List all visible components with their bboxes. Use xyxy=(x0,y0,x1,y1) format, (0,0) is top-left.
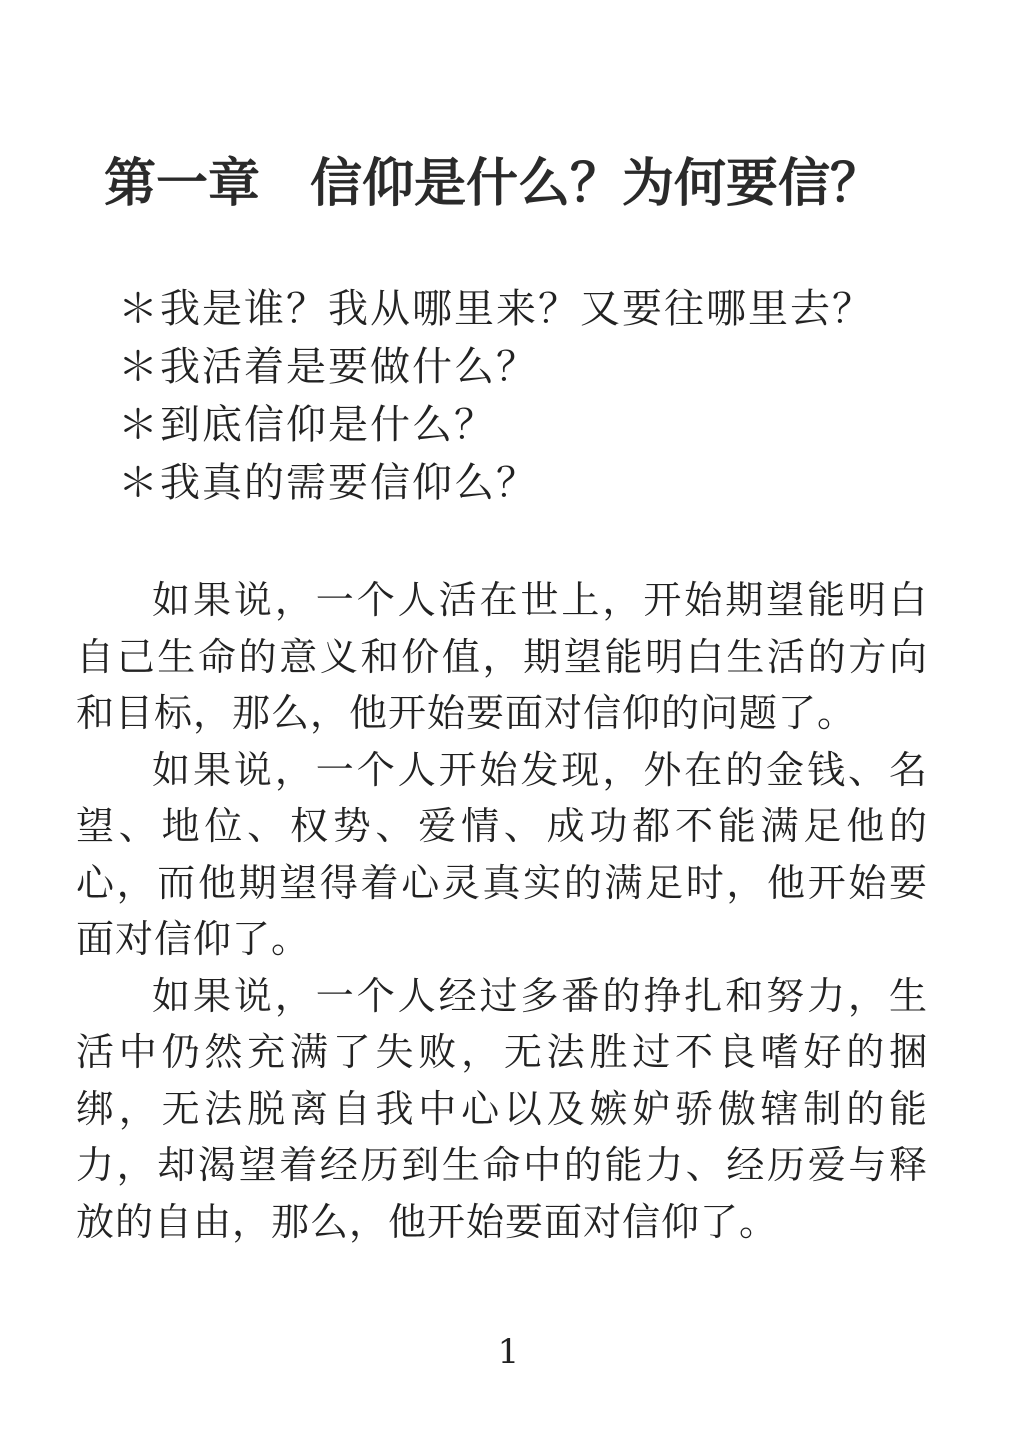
asterisk-bullet: ＊ xyxy=(118,286,160,332)
question-text: 到底信仰是什么？ xyxy=(160,402,496,448)
page-number: 1 xyxy=(497,1332,520,1372)
question-text: 我活着是要做什么？ xyxy=(160,344,538,390)
paragraph: 如果说，一个人活在世上，开始期望能明白自己生命的意义和价值，期望能明白生活的方向和目标，那么，他开始要面对信仰的问题了。 xyxy=(76,578,928,735)
chapter-heading: 信仰是什么？为何要信？ xyxy=(310,154,883,214)
paragraph: 如果说，一个人开始发现，外在的金钱、名望、地位、权势、爱情、成功都不能满足他的心，而他期望得着心灵真实的满足时，他开始要面对信仰了。 xyxy=(76,747,928,961)
chapter-title xyxy=(104,152,984,216)
paragraph: 如果说，一个人经过多番的挣扎和努力，生活中仍然充满了失败，无法胜过不良嗜好的捆绑，无法脱离自我中心以及嫉妒骄傲辖制的能力，却渴望着经历到生命中的能力、经历爱与释放的自由，那么，他开始要面对信仰了。 xyxy=(76,973,928,1244)
question-item xyxy=(118,454,938,512)
asterisk-bullet: ＊ xyxy=(118,402,160,448)
body-text xyxy=(76,572,928,1250)
question-item xyxy=(118,280,938,338)
question-text: 我真的需要信仰么？ xyxy=(160,460,538,506)
question-item xyxy=(118,338,938,396)
asterisk-bullet: ＊ xyxy=(118,344,160,390)
question-text: 我是谁？我从哪里来？又要往哪里去？ xyxy=(160,286,874,332)
chapter-number: 第一章 xyxy=(104,154,261,214)
question-item xyxy=(118,396,938,454)
question-list xyxy=(118,280,938,512)
asterisk-bullet: ＊ xyxy=(118,460,160,506)
